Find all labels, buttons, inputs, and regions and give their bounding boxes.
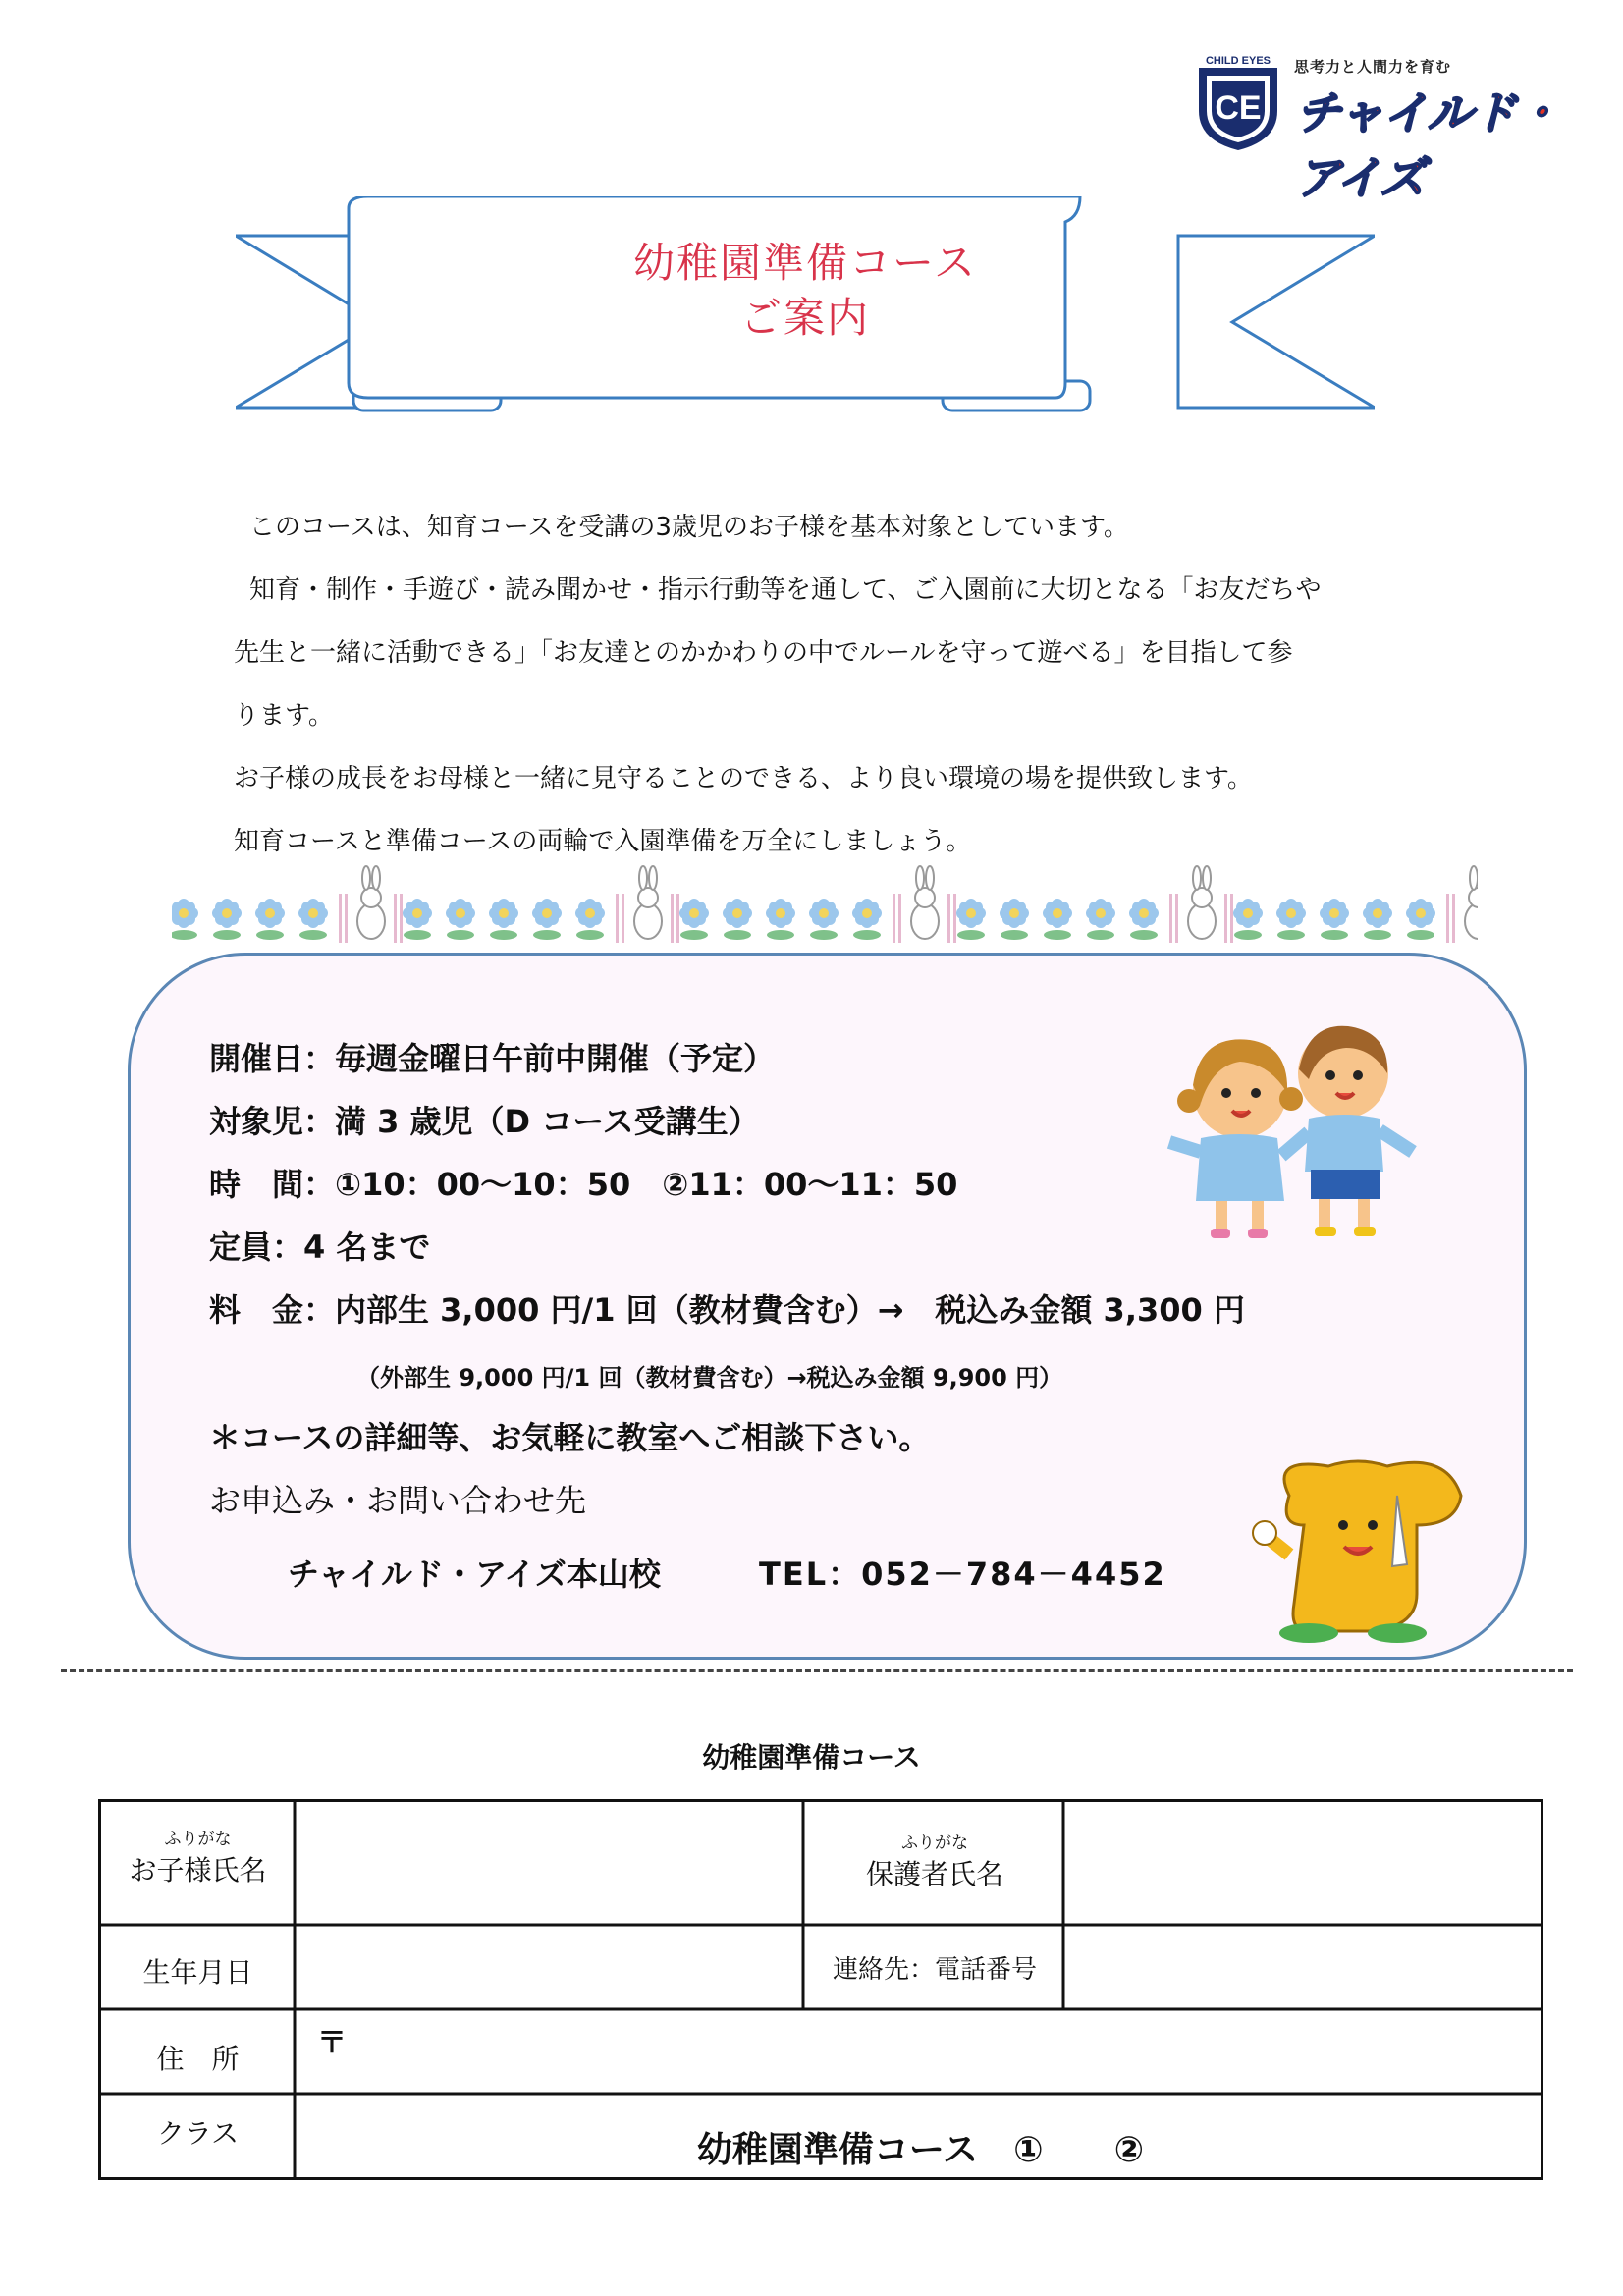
cut-line xyxy=(61,1669,1573,1672)
intro-line: お子様の成長をお母様と一緒に見守ることのできる、より良い環境の場を提供致します。 xyxy=(234,764,1253,793)
badge-top-text: CHILD EYES xyxy=(1205,55,1271,67)
child-name-input[interactable] xyxy=(298,1802,803,1925)
address-label: 住 所 xyxy=(156,2043,240,2075)
rabbit-icon xyxy=(339,866,403,943)
flower-icon xyxy=(1276,899,1306,940)
guardian-name-text: 保護者氏名 xyxy=(865,1858,1003,1890)
title-line-1: 幼稚園準備コース xyxy=(633,239,977,287)
flower-icon xyxy=(1320,899,1349,940)
flower-icon xyxy=(575,899,605,940)
rabbit-icon xyxy=(1169,866,1233,943)
address-input[interactable] xyxy=(298,2012,1543,2095)
intro-text xyxy=(234,496,1412,873)
flower-rabbit-border xyxy=(172,864,1478,953)
intro-line: ります。 xyxy=(234,701,334,731)
course-info-box xyxy=(128,953,1527,1660)
flower-icon xyxy=(255,899,285,940)
flower-icon xyxy=(489,899,518,940)
flower-icon xyxy=(1086,899,1115,940)
rabbit-icon xyxy=(893,866,956,943)
info-fee: 料 金：内部生 3,000 円/1 回（教材費含む）→ 税込み金額 3,300 円 xyxy=(209,1291,1245,1329)
intro-line: 知育コースと準備コースの両輪で入園準備を万全にしましょう。 xyxy=(234,827,972,856)
logo-tagline: 思考力と人間力を育む xyxy=(1294,58,1452,76)
intro-line: このコースは、知育コースを受講の3歳児のお子様を基本対象としています。 xyxy=(249,513,1129,542)
class-label: クラス xyxy=(156,2117,240,2150)
phone-input[interactable] xyxy=(1066,1928,1543,2010)
info-capacity: 定員：4 名まで xyxy=(209,1229,431,1266)
flower-icon xyxy=(1406,899,1435,940)
form-title: 幼稚園準備コース xyxy=(702,1741,921,1774)
flower-icon xyxy=(1000,899,1029,940)
flower-icon xyxy=(1233,899,1263,940)
badge-letters: CE xyxy=(1215,89,1262,127)
info-date: 開催日：毎週金曜日午前中開催（予定） xyxy=(209,1040,776,1077)
info-fee-external: （外部生 9,000 円/1 回（教材費含む）→税込み金額 9,900 円） xyxy=(356,1364,1063,1392)
flower-icon xyxy=(1043,899,1072,940)
mascot-illustration xyxy=(1250,1456,1476,1643)
rabbit-icon xyxy=(616,866,679,943)
school-phone: TEL：052－784－4452 xyxy=(759,1556,1166,1593)
child-name-label xyxy=(101,1830,295,1888)
flower-icon xyxy=(403,899,432,940)
application-form xyxy=(98,1799,1543,2180)
info-note: ＊コースの詳細等、お気軽に教室へご相談下さい。 xyxy=(209,1419,931,1456)
flower-icon xyxy=(532,899,562,940)
birthdate-input[interactable] xyxy=(298,1928,803,2010)
contact-heading: お申込み・お問い合わせ先 xyxy=(209,1482,587,1519)
flower-icon xyxy=(298,899,328,940)
flower-icon xyxy=(852,899,882,940)
flower-icon xyxy=(679,899,709,940)
title-line-2: ご案内 xyxy=(739,294,870,342)
child-furigana: ふりがな xyxy=(164,1830,232,1849)
info-time: 時 間：①10：00～10：50 ②11：00～11：50 xyxy=(209,1166,958,1203)
guardian-furigana: ふりがな xyxy=(901,1833,968,1853)
page-title xyxy=(530,236,1080,346)
info-target: 対象児：満 3 歳児（D コース受講生） xyxy=(209,1103,760,1140)
guardian-name-input[interactable] xyxy=(1066,1802,1543,1925)
flower-icon xyxy=(766,899,795,940)
rabbit-icon xyxy=(1446,866,1478,943)
brand-logo xyxy=(1188,44,1591,204)
flower-icon xyxy=(1363,899,1392,940)
flower-icon xyxy=(172,899,198,940)
postal-mark: 〒 xyxy=(317,2026,347,2060)
child-name-text: お子様氏名 xyxy=(129,1854,267,1886)
logo-brand-name: チャイルド・アイズ xyxy=(1296,86,1560,204)
children-illustration xyxy=(1162,1014,1417,1250)
flower-icon xyxy=(1129,899,1159,940)
flower-icon xyxy=(723,899,752,940)
flower-icon xyxy=(809,899,839,940)
flower-icon xyxy=(212,899,242,940)
flower-icon xyxy=(956,899,986,940)
intro-line: 知育・制作・手遊び・読み聞かせ・指示行動等を通して、ご入園前に大切となる「お友だちや xyxy=(249,575,1322,605)
ce-shield-icon xyxy=(1193,54,1283,152)
intro-line: 先生と一緒に活動できる」「お友達とのかかわりの中でルールを守って遊べる」を目指して参 xyxy=(234,638,1293,668)
flower-icon xyxy=(446,899,475,940)
birthdate-label: 生年月日 xyxy=(142,1956,253,1989)
guardian-name-label xyxy=(806,1833,1063,1892)
title-ribbon xyxy=(236,196,1375,422)
school-name: チャイルド・アイズ本山校 xyxy=(288,1556,661,1593)
class-options[interactable]: 幼稚園準備コース ① ② xyxy=(696,2130,1145,2170)
phone-label: 連絡先：電話番号 xyxy=(832,1955,1037,1985)
